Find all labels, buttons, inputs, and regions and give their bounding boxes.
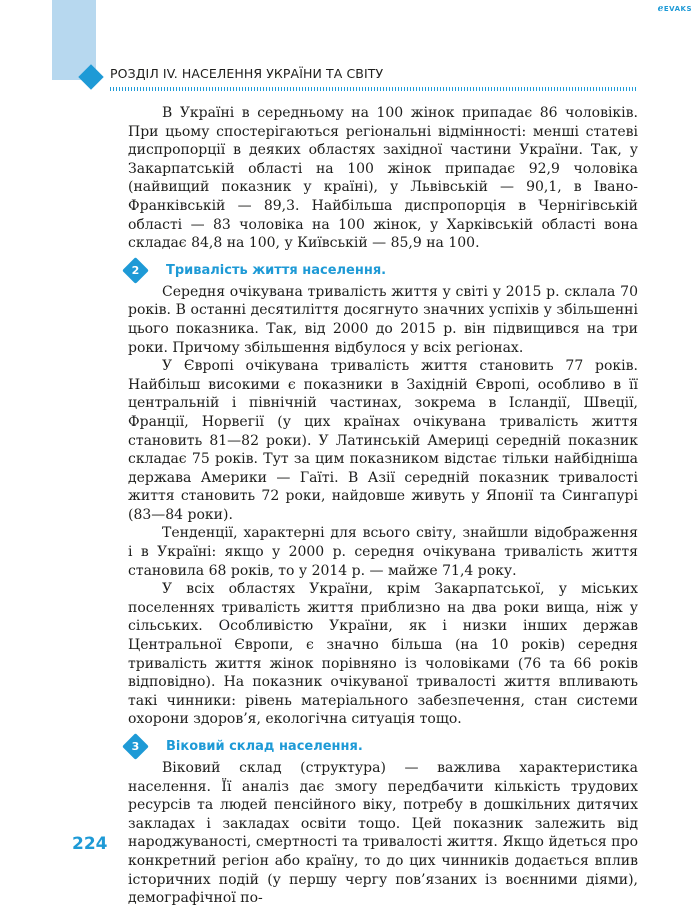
paragraph-sex-ratio: В Україні в середньому на 100 жінок припадає 86 чоловіків. При цьому спостерігаються регіональні відмінності: менші статеві диспропорції в деяких областях західної частини України. Так, у Закарпатській області на 100 жінок припадає 92,9 чоловіка (найвищий показник у країні), у Львівській — 90,1, в Івано-Франківській — 89,3. Найбільша диспропорція в Чернігівській області — 83 чоловіка на 100 жінок, у Харківській області вона складає 84,8 на 100, у Київській — 85,9 на 100. — [128, 105, 638, 252]
publisher-logo-icon: ℯ — [657, 4, 664, 14]
paragraph-ukraine-regions: У всіх областях України, крім Закарпатської, у міських поселеннях тривалість життя приблизно на два роки вища, ніж у сільських. Особливістю України, як і низки інших держав Центральної Європи, є значно більша (на 10 років) середня тривалість життя жінок порівняно із чоловіками (76 та 66 років відповідно). На показник очікуваної тривалості життя впливають такі чинники: рівень матеріального забезпечення, стан системи охорони здоров’я, екологічна ситуація тощо. — [128, 581, 638, 728]
publisher-logo — [658, 4, 692, 14]
section-number: 3 — [131, 740, 140, 753]
paragraph-europe-life-expectancy: У Європі очікувана тривалість життя становить 77 років. Найбільш високими є показники в Західній Європі, особливо в її центральній і північній частинах, зокрема в Ісландії, Швеції, Франції, Норвегії (у цих країнах очікувана тривалість життя становить 81—82 роки). У Латинській Америці середній показник складає 75 років. Тут за цим показником відстає тільки найбідніша держава Америки — Гаїті. В Азії середній показник тривалості життя становить 72 роки, найдовше живуть у Японії та Сингапурі (83—84 роки). — [128, 358, 638, 523]
subsection-heading-life-expectancy — [128, 261, 638, 283]
paragraph-age-structure: Віковий склад (структура) — важлива характеристика населення. Її аналіз дає змогу передбачити кількість трудових ресурсів та людей пенсійного віку, потребу в дошкільних дитячих закладах і закладах освіти тощо. Цей показник залежить від народжуваності, смертності та тривалості життя. Якщо йдеться про конкретний регіон або країну, то до цих чинників додається вплив історичних подій (у першу чергу пов’язаних із воєнними діями), демографічної по- — [128, 760, 638, 907]
page-content — [128, 104, 638, 908]
subsection-title: Тривалість життя населення. — [166, 262, 387, 278]
subsection-title: Віковий склад населення. — [166, 739, 363, 754]
header-dotted-rule — [110, 87, 638, 91]
section-header: РОЗДІЛ IV. НАСЕЛЕННЯ УКРАЇНИ ТА СВІТУ — [110, 66, 384, 81]
paragraph-ukraine-trends: Тенденції, характерні для всього світу, знайшли відображення і в Україні: якщо у 2000 р. середня очікувана тривалість життя становила 68 років, то у 2014 р. — майже 71,4 року. — [128, 525, 638, 579]
section-number: 2 — [131, 263, 140, 277]
publisher-logo-text: EVAKS — [663, 5, 692, 13]
page-number: 224 — [72, 834, 108, 854]
paragraph-world-life-expectancy: Середня очікувана тривалість життя у світі у 2015 р. склала 70 років. В останні десятиліття досягнуто значних успіхів у збільшенні цього показника. Так, від 2000 до 2015 р. він підвищився на три роки. Причому збільшення відбулося у всіх регіонах. — [128, 283, 638, 356]
subsection-heading-age-structure — [128, 737, 638, 759]
